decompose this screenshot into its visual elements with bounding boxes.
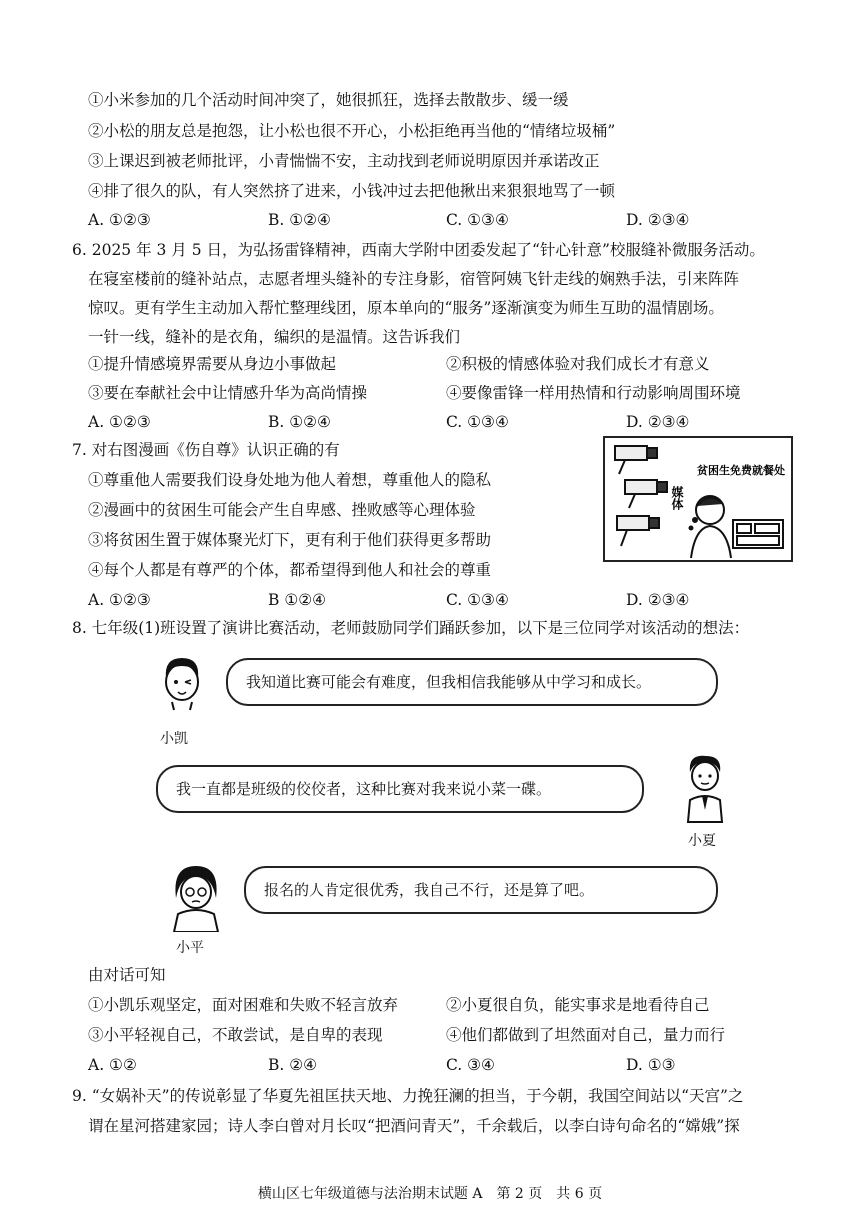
- camera-icon: [625, 480, 667, 508]
- name-xiaokai: 小凯: [160, 731, 188, 747]
- boy-figure-icon: [680, 752, 730, 824]
- q6-stem-line-4: 一针一线，缝补的是衣角，编织的是温情。这告诉我们: [88, 328, 461, 346]
- speech-bubble-xiaoxia: 我一直都是班级的佼佼者，这种比赛对我来说小菜一碟。: [156, 765, 644, 813]
- q8-item-4: ④他们都做到了坦然面对自己，量力而行: [446, 1026, 726, 1044]
- q6-item-2: ②积极的情感体验对我们成长才有意义: [446, 355, 710, 373]
- q5-option-d[interactable]: D. ②③④: [626, 211, 690, 229]
- q6-stem-line-3: 惊叹。更有学生主动加入帮忙整理线团，原本单向的“服务”逐渐演变为师生互助的温情剧场。: [88, 299, 724, 317]
- q7-stem: 7. 对右图漫画《伤自尊》认识正确的有: [72, 441, 340, 459]
- avatar-xiaoping: [168, 862, 224, 936]
- q5-item-1: ①小米参加的几个活动时间冲突了，她很抓狂，选择去散散步、缓一缓: [88, 91, 569, 109]
- q6-item-4: ④要像雷锋一样用热情和行动影响周围环境: [446, 384, 741, 402]
- q7-item-1: ①尊重他人需要我们设身处地为他人着想，尊重他人的隐私: [88, 471, 492, 489]
- girl-figure-icon: [168, 862, 224, 932]
- q7-item-3: ③将贫困生置于媒体聚光灯下，更有利于他们获得更多帮助: [88, 531, 492, 549]
- page-footer: 横山区七年级道德与法治期末试题 A 第 2 页 共 6 页: [257, 1186, 603, 1202]
- speech-bubble-xiaokai: 我知道比赛可能会有难度，但我相信我能够从中学习和成长。: [226, 658, 718, 706]
- q5-option-a[interactable]: A. ①②③: [88, 211, 151, 229]
- speech-bubble-xiaoping: 报名的人肯定很优秀，我自己不行，还是算了吧。: [244, 866, 718, 914]
- q8-option-a[interactable]: A. ①②: [88, 1056, 137, 1074]
- q5-item-2: ②小松的朋友总是抱怨，让小松也很不开心，小松拒绝再当他的“情绪垃圾桶”: [88, 122, 616, 140]
- name-xiaoxia: 小夏: [688, 833, 716, 849]
- cartoon-sign: 贫困生免费就餐处: [697, 464, 785, 477]
- q8-option-d[interactable]: D. ①③: [626, 1056, 676, 1074]
- q5-option-b[interactable]: B. ①②④: [268, 211, 331, 229]
- q9-line-2: 谓在星河搭建家园；诗人李白曾对月长叹“把酒问青天”，千余载后，以李白诗句命名的“嫦娥”探: [88, 1117, 740, 1135]
- q6-option-c[interactable]: C. ①③④: [446, 413, 509, 431]
- q8-option-c[interactable]: C. ③④: [446, 1056, 495, 1074]
- q5-item-4: ④排了很久的队，有人突然挤了进来，小钱冲过去把他揪出来狠狠地骂了一顿: [88, 182, 616, 200]
- camera-icon: [615, 446, 657, 474]
- q5-item-3: ③上课迟到被老师批评，小青惴惴不安，主动找到老师说明原因并承诺改正: [88, 152, 600, 170]
- cartoon-hurt-self-esteem: [603, 436, 793, 562]
- boy-face-icon: [152, 652, 212, 712]
- q8-item-2: ②小夏很自负，能实事求是地看待自己: [446, 996, 710, 1014]
- q8-option-b[interactable]: B. ②④: [268, 1056, 318, 1074]
- q6-option-a[interactable]: A. ①②③: [88, 413, 151, 431]
- q6-option-b[interactable]: B. ①②④: [268, 413, 331, 431]
- camera-label: 媒体: [670, 486, 684, 510]
- camera-icon: [617, 516, 659, 546]
- q7-option-b[interactable]: B ①②④: [268, 591, 327, 609]
- food-tray-icon: [733, 520, 783, 548]
- student-figure: [690, 496, 732, 558]
- q6-item-3: ③要在奉献社会中让情感升华为高尚情操: [88, 384, 368, 402]
- q6-stem-line-2: 在寝室楼前的缝补站点，志愿者埋头缝补的专注身影，宿管阿姨飞针走线的娴熟手法，引来阵阵: [88, 270, 740, 288]
- q7-item-2: ②漫画中的贫困生可能会产生自卑感、挫败感等心理体验: [88, 501, 476, 519]
- q8-item-3: ③小平轻视自己，不敢尝试，是自卑的表现: [88, 1026, 383, 1044]
- q8-item-1: ①小凯乐观坚定，面对困难和失败不轻言放弃: [88, 996, 399, 1014]
- name-xiaoping: 小平: [176, 940, 204, 956]
- q6-option-d[interactable]: D. ②③④: [626, 413, 690, 431]
- q7-option-d[interactable]: D. ②③④: [626, 591, 690, 609]
- q7-option-a[interactable]: A. ①②③: [88, 591, 151, 609]
- cartoon-drawing: [605, 438, 791, 560]
- q6-item-1: ①提升情感境界需要从身边小事做起: [88, 355, 337, 373]
- avatar-xiaokai: [152, 652, 212, 716]
- q8-lead: 由对话可知: [88, 966, 166, 984]
- q5-option-c[interactable]: C. ①③④: [446, 211, 509, 229]
- q6-stem-line-1: 6. 2025 年 3 月 5 日，为弘扬雷锋精神，西南大学附中团委发起了“针心针意”校服缝补微服务活动。: [72, 241, 765, 259]
- q8-stem: 8. 七年级(1)班设置了演讲比赛活动，老师鼓励同学们踊跃参加，以下是三位同学对该活动的想法：: [72, 619, 750, 637]
- avatar-xiaoxia: [680, 752, 730, 828]
- q9-line-1: 9. “女娲补天”的传说彰显了华夏先祖匡扶天地、力挽狂澜的担当，于今朝，我国空间站以“天宫”之: [72, 1087, 744, 1105]
- q7-item-4: ④每个人都是有尊严的个体，都希望得到他人和社会的尊重: [88, 561, 492, 579]
- q7-option-c[interactable]: C. ①③④: [446, 591, 509, 609]
